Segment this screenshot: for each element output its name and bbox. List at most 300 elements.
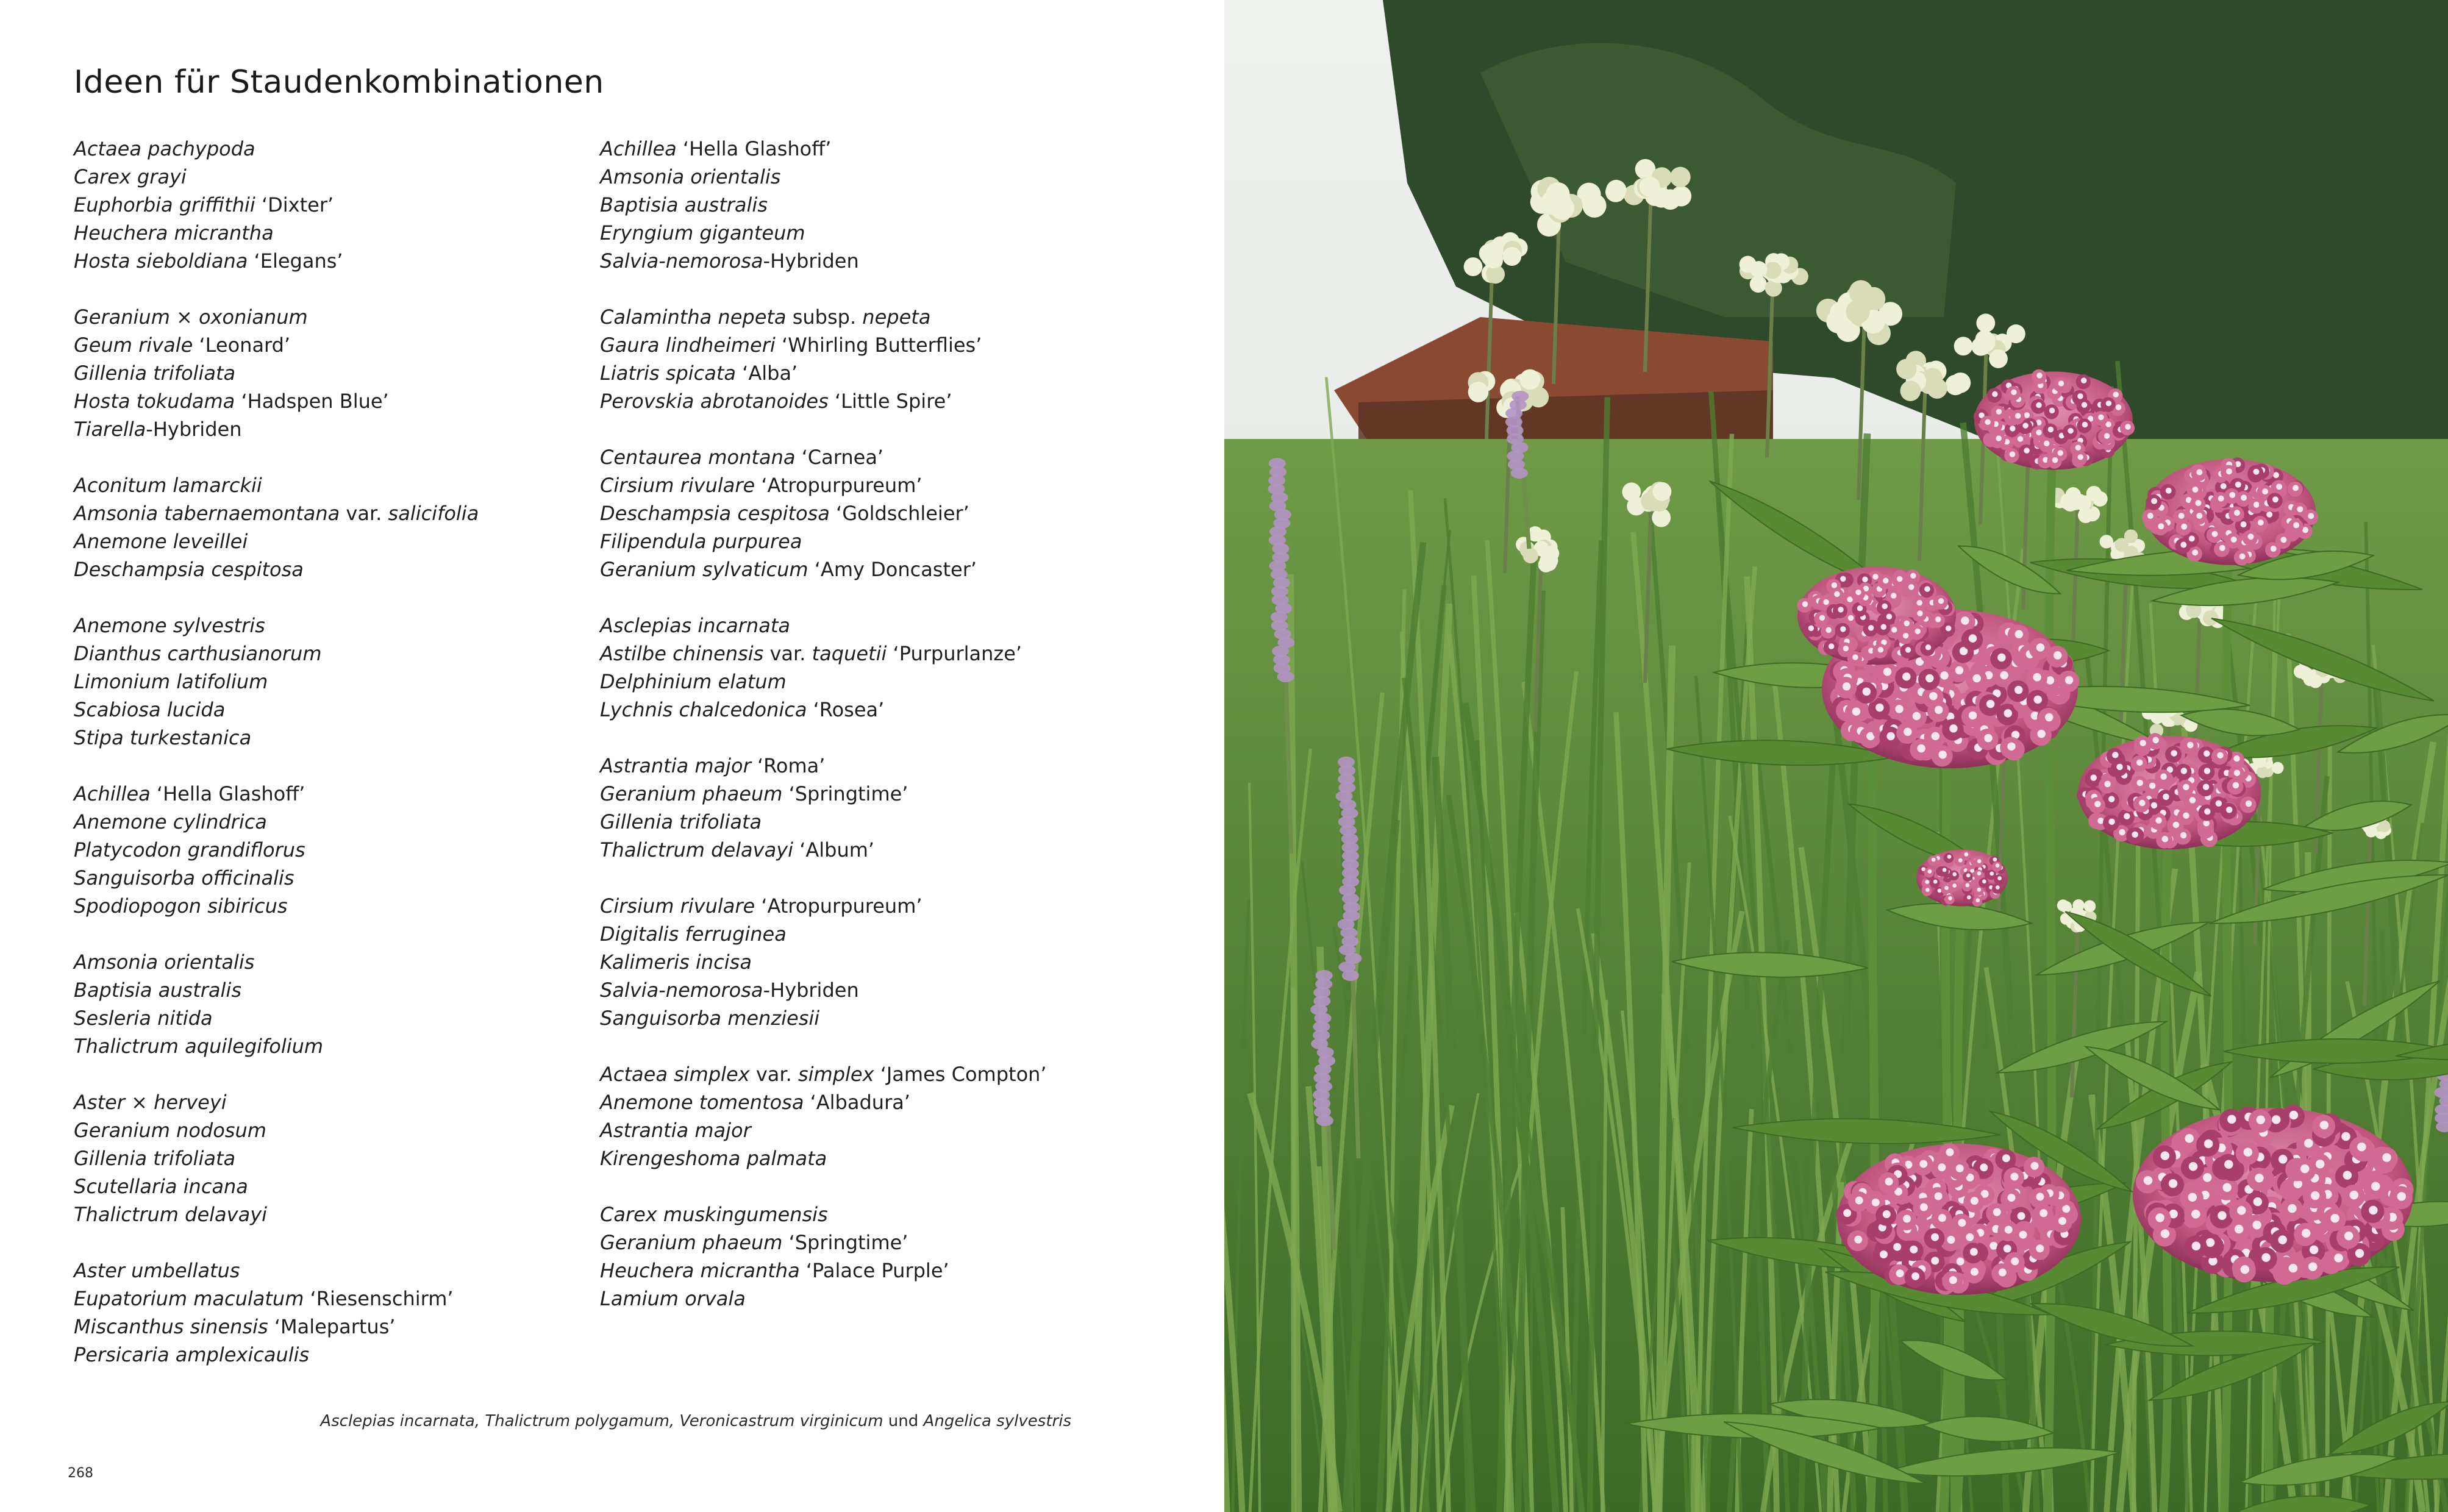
umbel-floret	[1606, 180, 1627, 201]
asclepias-floret-center	[1996, 409, 2002, 415]
asclepias-floret-center	[2161, 1151, 2170, 1160]
asclepias-floret-center	[2166, 488, 2172, 494]
asclepias-floret-center	[2094, 801, 2101, 807]
botanical-name: Anemone sylvestris	[74, 614, 265, 637]
asclepias-floret-center	[2276, 483, 2282, 490]
asclepias-floret-center	[2173, 822, 2180, 829]
plant-combination	[74, 1257, 592, 1369]
asclepias-floret-center	[2052, 457, 2058, 463]
botanical-name: Carex grayi	[74, 165, 187, 188]
asclepias-floret-center	[1883, 578, 1889, 584]
asclepias-floret-center	[1931, 1257, 1939, 1264]
asclepias-floret-center	[2195, 500, 2201, 506]
asclepias-floret-center	[1938, 1214, 1946, 1222]
umbel-floret	[1652, 482, 1671, 501]
plant-entry	[600, 948, 1185, 976]
umbel-floret	[1900, 380, 1921, 401]
umbel-floret	[1464, 257, 1483, 276]
plant-entry	[600, 752, 1185, 780]
asclepias-floret-center	[1823, 599, 1829, 605]
asclepias-floret-center	[2188, 1193, 2197, 1202]
asclepias-floret-center	[1848, 615, 1854, 621]
asclepias-floret-center	[1958, 858, 1963, 863]
asclepias-floret-center	[2183, 784, 2189, 791]
asclepias-floret-center	[2233, 782, 2239, 789]
cultivar-text: subsp.	[786, 305, 863, 329]
umbel-floret	[2203, 610, 2218, 626]
plant-entry	[600, 836, 1185, 864]
botanical-name: taquetii	[812, 642, 887, 665]
botanical-name: Amsonia orientalis	[600, 165, 781, 188]
asclepias-floret-center	[1852, 654, 1858, 660]
asclepias-floret-center	[2036, 430, 2042, 436]
botanical-name: Delphinium elatum	[600, 670, 787, 693]
asclepias-floret-center	[2204, 751, 2210, 757]
asclepias-floret-center	[1825, 627, 1832, 633]
plant-entry	[600, 499, 1185, 527]
asclepias-floret-center	[2031, 1162, 2039, 1170]
asclepias-floret-center	[1915, 629, 1921, 635]
plant-entry	[600, 1285, 1185, 1313]
asclepias-floret-center	[2171, 750, 2177, 757]
botanical-name: Tiarella	[74, 418, 146, 441]
asclepias-floret-center	[1969, 711, 1977, 720]
asclepias-floret-center	[2116, 764, 2123, 771]
asclepias-floret-center	[1855, 1196, 1863, 1204]
asclepias-floret-center	[2022, 423, 2029, 429]
umbel-floret	[1519, 369, 1540, 390]
photo-caption	[320, 1412, 1071, 1430]
asclepias-floret-center	[1947, 855, 1952, 859]
asclepias-floret-center	[2180, 542, 2186, 548]
asclepias-floret-center	[2204, 1139, 2213, 1149]
asclepias-floret-center	[2278, 1155, 2288, 1164]
milkweed-stem	[1944, 689, 1950, 1512]
asclepias-floret-center	[1932, 732, 1940, 741]
plant-combination	[74, 1088, 592, 1228]
asclepias-floret-center	[1896, 1269, 1904, 1277]
botanical-name: Amsonia tabernaemontana	[74, 502, 340, 525]
umbel-floret	[1977, 333, 1996, 352]
asclepias-floret-center	[1882, 604, 1888, 610]
asclepias-floret-center	[2010, 1172, 2018, 1180]
asclepias-floret-center	[2024, 412, 2030, 418]
asclepias-floret-center	[1868, 625, 1874, 631]
botanical-name: Sanguisorba officinalis	[74, 866, 294, 890]
plant-entry	[74, 555, 592, 583]
asclepias-floret-center	[2004, 1245, 2011, 1253]
botanical-name: Scutellaria incana	[74, 1175, 248, 1198]
umbel-floret	[2060, 901, 2072, 913]
asclepias-floret-center	[2019, 1231, 2027, 1239]
asclepias-floret-center	[2010, 451, 2016, 457]
asclepias-floret-center	[2293, 485, 2299, 491]
asclepias-floret-center	[2239, 554, 2246, 560]
plant-entry	[600, 920, 1185, 948]
asclepias-floret-center	[2371, 1182, 2380, 1191]
asclepias-floret-center	[2054, 651, 2062, 660]
asclepias-floret-center	[2151, 498, 2157, 504]
asclepias-floret-center	[2218, 496, 2224, 502]
botanical-name: Astilbe chinensis	[600, 642, 764, 665]
umbel-floret	[1671, 186, 1692, 207]
asclepias-floret-center	[1881, 624, 1887, 630]
botanical-name: Geranium nodosum	[74, 1119, 266, 1142]
asclepias-floret-center	[2082, 422, 2088, 428]
botanical-name: Dianthus carthusianorum	[74, 642, 322, 665]
asclepias-floret-center	[1911, 1272, 1919, 1280]
cultivar-text: ‘Riesenschirm’	[304, 1287, 454, 1310]
botanical-name: Sesleria nitida	[74, 1007, 213, 1030]
asclepias-floret-center	[1886, 732, 1895, 741]
plant-entry	[600, 1088, 1185, 1116]
asclepias-floret-center	[2261, 1253, 2271, 1262]
asclepias-floret-center	[2039, 1209, 2047, 1217]
asclepias-floret-center	[1910, 573, 1916, 579]
plant-entry	[74, 1200, 592, 1228]
umbel-floret	[2075, 496, 2091, 511]
cultivar-text: -Hybriden	[763, 249, 859, 273]
plant-entry	[600, 612, 1185, 640]
cultivar-text: ‘Elegans’	[248, 249, 343, 273]
asclepias-floret-center	[2241, 1265, 2250, 1274]
asclepias-floret-center	[1843, 646, 1849, 652]
asclepias-floret-center	[2036, 1244, 2044, 1252]
botanical-name: Baptisia australis	[74, 979, 241, 1002]
asclepias-floret-center	[2155, 1213, 2164, 1222]
botanical-name: Astrantia major	[600, 754, 751, 777]
asclepias-floret-center	[2271, 546, 2277, 552]
asclepias-floret-center	[2139, 800, 2146, 807]
cultivar-text: ‘Rosea’	[807, 698, 885, 721]
asclepias-floret-center	[1808, 626, 1815, 632]
plant-entry	[74, 780, 592, 808]
plant-entry	[74, 1285, 592, 1313]
asclepias-floret-center	[2002, 1154, 2010, 1162]
botanical-name: Limonium latifolium	[74, 670, 268, 693]
cultivar-text: var.	[340, 502, 388, 525]
asclepias-floret-center	[2033, 673, 2041, 682]
asclepias-floret-center	[1903, 633, 1909, 639]
asclepias-floret-center	[2011, 390, 2017, 396]
asclepias-floret-center	[2007, 743, 2016, 751]
plant-combination	[600, 135, 1185, 275]
asclepias-floret-center	[1910, 1246, 1918, 1253]
plant-entry	[74, 387, 592, 415]
asclepias-floret-center	[2106, 401, 2112, 407]
botanical-name: simplex	[798, 1063, 874, 1086]
asclepias-floret-center	[2218, 1211, 2227, 1221]
botanical-name: nepeta	[862, 305, 931, 329]
plant-entry	[600, 1116, 1185, 1144]
asclepias-floret-center	[2350, 1191, 2359, 1200]
umbel-floret	[2257, 766, 2269, 779]
asclepias-floret-center	[1952, 872, 1957, 877]
asclepias-floret-center	[1893, 1243, 1901, 1251]
asclepias-floret-center	[1982, 879, 1986, 883]
asclepias-floret-center	[2036, 373, 2043, 379]
botanical-name: Baptisia australis	[600, 193, 768, 216]
cultivar-text: var.	[749, 1063, 798, 1086]
asclepias-floret-center	[1855, 590, 1861, 596]
asclepias-floret-center	[1929, 692, 1938, 701]
asclepias-floret-center	[1986, 700, 1995, 708]
asclepias-floret-center	[1838, 607, 1844, 613]
asclepias-floret-center	[2262, 488, 2268, 494]
plant-entry	[74, 415, 592, 443]
plant-entry	[74, 191, 592, 219]
asclepias-floret-center	[2252, 1221, 2261, 1230]
asclepias-floret-center	[1993, 857, 1997, 861]
asclepias-floret-center	[1802, 601, 1808, 607]
botanical-name: Salvia-nemorosa	[600, 979, 763, 1002]
botanical-name: Deschampsia cespitosa	[600, 502, 830, 525]
plant-entry	[74, 668, 592, 696]
cultivar-text: ‘Whirling Butterflies’	[775, 333, 982, 357]
cultivar-text: ‘Roma’	[751, 754, 826, 777]
asclepias-floret-center	[1997, 876, 2002, 880]
cultivar-text: ‘Goldschleier’	[829, 502, 969, 525]
asclepias-floret-center	[1883, 668, 1892, 676]
asclepias-floret-center	[1997, 654, 2006, 662]
botanical-name: Geranium × oxonianum	[74, 305, 308, 329]
asclepias-floret-center	[2234, 769, 2241, 776]
asclepias-floret-center	[2119, 829, 2125, 836]
asclepias-floret-center	[2169, 1179, 2178, 1188]
asclepias-floret-center	[2253, 469, 2259, 475]
asclepias-floret-center	[1925, 674, 1934, 683]
cultivar-text: -Hybriden	[763, 979, 859, 1002]
botanical-name: Eupatorium maculatum	[74, 1287, 304, 1310]
asclepias-floret-center	[1935, 706, 1943, 715]
asclepias-floret-center	[2211, 531, 2218, 537]
asclepias-floret-center	[1902, 672, 1911, 681]
cultivar-text: ‘Atropurpureum’	[755, 894, 922, 918]
asclepias-floret-center	[2075, 444, 2082, 451]
asclepias-floret-center	[2044, 441, 2050, 447]
asclepias-floret-center	[2189, 797, 2196, 804]
asclepias-floret-center	[2304, 1139, 2313, 1148]
plant-entry	[600, 1228, 1185, 1257]
cultivar-text: ‘Malepartus’	[268, 1315, 396, 1338]
grass-blade	[1940, 643, 1942, 1512]
plant-entry	[74, 640, 592, 668]
botanical-name: Salvia-nemorosa	[600, 249, 763, 273]
asclepias-floret-center	[2203, 1173, 2212, 1182]
asclepias-floret-center	[2334, 1253, 2343, 1263]
asclepias-floret-center	[2004, 709, 2012, 718]
asclepias-floret-center	[1940, 671, 1949, 680]
plant-entry	[74, 331, 592, 359]
plant-entry	[600, 1060, 1185, 1088]
asclepias-floret-center	[2229, 492, 2235, 498]
asclepias-floret-center	[2231, 537, 2237, 543]
asclepias-floret-center	[1843, 682, 1851, 691]
plant-entry	[600, 443, 1185, 471]
botanical-name: Carex muskingumensis	[600, 1203, 828, 1226]
plant-combination	[600, 443, 1185, 583]
umbel-floret	[1546, 182, 1569, 206]
asclepias-floret-center	[2278, 1235, 2287, 1244]
asclepias-floret-center	[2015, 630, 2024, 638]
plant-entry	[74, 1032, 592, 1060]
asclepias-floret-center	[2397, 1192, 2407, 1201]
plant-entry	[600, 191, 1185, 219]
botanical-name: Asclepias incarnata, Thalictrum polygamum, Veronicastrum virginicum	[320, 1412, 883, 1430]
umbel-floret	[2378, 820, 2391, 832]
umbel-floret	[1523, 548, 1538, 563]
asclepias-floret-center	[1938, 751, 1947, 759]
botanical-name: Hosta sieboldiana	[74, 249, 248, 273]
asclepias-floret-center	[1903, 1215, 1911, 1223]
cultivar-text: ‘Leonard’	[193, 333, 291, 357]
umbel-floret	[1582, 194, 1606, 218]
asclepias-floret-center	[2185, 1134, 2194, 1143]
asclepias-floret-center	[1895, 705, 1904, 713]
asclepias-floret-center	[2139, 740, 2146, 746]
botanical-name: Actaea pachypoda	[74, 137, 255, 160]
botanical-name: Sanguisorba menziesii	[600, 1007, 820, 1030]
botanical-name: Miscanthus sinensis	[74, 1315, 268, 1338]
plant-entry	[74, 864, 592, 892]
asclepias-floret-center	[2289, 1111, 2299, 1120]
plant-entry	[600, 640, 1185, 668]
asclepias-floret-center	[1927, 869, 1932, 874]
asclepias-floret-center	[1872, 574, 1879, 580]
asclepias-floret-center	[2189, 535, 2195, 541]
asclepias-floret-center	[1919, 1160, 1927, 1168]
botanical-name: Platycodon grandiflorus	[74, 838, 305, 861]
asclepias-floret-center	[2382, 1153, 2391, 1162]
asclepias-floret-center	[2163, 794, 2169, 801]
asclepias-floret-center	[2082, 402, 2088, 408]
plant-entry	[74, 808, 592, 836]
asclepias-floret-center	[2196, 469, 2202, 476]
botanical-name: Kirengeshoma palmata	[600, 1147, 827, 1170]
asclepias-floret-center	[1996, 885, 2000, 890]
asclepias-floret-center	[1944, 886, 1949, 890]
cultivar-text: ‘Album’	[793, 838, 875, 861]
asclepias-floret-center	[2147, 513, 2154, 519]
asclepias-floret-center	[2235, 1225, 2244, 1234]
asclepias-floret-center	[1843, 1209, 1851, 1217]
asclepias-floret-center	[1857, 605, 1863, 612]
asclepias-floret-center	[2112, 752, 2119, 758]
botanical-name: Gaura lindheimeri	[600, 333, 776, 357]
asclepias-floret-center	[1932, 858, 1936, 862]
asclepias-floret-center	[2254, 1197, 2263, 1207]
asclepias-floret-center	[1832, 582, 1838, 588]
plant-combination	[74, 135, 592, 275]
asclepias-floret-center	[2330, 1214, 2339, 1223]
umbel-floret	[2308, 674, 2322, 688]
botanical-name: Cirsium rivulare	[600, 474, 755, 497]
plant-entry	[600, 303, 1185, 331]
asclepias-floret-center	[2149, 783, 2156, 790]
asclepias-floret-center	[2049, 408, 2055, 414]
spire-floret	[1316, 1115, 1333, 1126]
asclepias-floret-center	[1958, 1219, 1966, 1227]
plant-entry	[74, 836, 592, 864]
asclepias-floret-center	[2344, 1232, 2353, 1241]
asclepias-floret-center	[1819, 615, 1825, 621]
asclepias-floret-center	[1967, 895, 1971, 899]
asclepias-floret-center	[1992, 391, 1998, 398]
asclepias-floret-center	[1913, 712, 1921, 721]
plant-entry	[74, 499, 592, 527]
asclepias-floret-center	[1943, 868, 1947, 872]
asclepias-floret-center	[2160, 774, 2167, 780]
umbel-floret	[1502, 247, 1521, 266]
asclepias-floret-center	[1920, 1204, 1928, 1211]
umbel-floret	[1927, 378, 1947, 399]
asclepias-floret-center	[2226, 807, 2233, 813]
plant-entry	[600, 1144, 1185, 1172]
asclepias-floret-center	[2216, 801, 2222, 807]
botanical-name: Perovskia abrotanoides	[600, 390, 829, 413]
botanical-name: Achillea	[74, 782, 151, 805]
botanical-name: Anemone leveillei	[74, 530, 248, 553]
asclepias-floret-center	[1948, 896, 1952, 900]
botanical-name: Aconitum lamarckii	[74, 474, 262, 497]
asclepias-floret-center	[2219, 545, 2225, 551]
plant-entry	[600, 471, 1185, 499]
plant-combination	[600, 303, 1185, 415]
asclepias-floret-center	[2065, 676, 2074, 685]
umbel-floret	[1640, 176, 1660, 197]
plant-combination	[74, 303, 592, 443]
plant-entry	[74, 527, 592, 555]
botanical-name: Aster umbellatus	[74, 1259, 240, 1282]
cultivar-text: ‘Hella Glashoff’	[676, 137, 832, 160]
asclepias-floret-center	[2244, 1148, 2253, 1157]
asclepias-floret-center	[1952, 883, 1957, 888]
garden-photo	[1224, 0, 2448, 1512]
asclepias-floret-center	[1935, 1193, 1943, 1200]
spire-floret	[1277, 671, 1294, 682]
asclepias-floret-center	[2158, 523, 2164, 529]
plant-entry	[74, 1144, 592, 1172]
plant-entry	[600, 219, 1185, 247]
botanical-name: Geranium phaeum	[600, 1231, 783, 1254]
botanical-name: Anemone cylindrica	[74, 810, 267, 833]
asclepias-floret-center	[1905, 647, 1911, 653]
umbel-floret	[1896, 358, 1917, 379]
asclepias-floret-center	[2246, 801, 2252, 807]
asclepias-floret-center	[2162, 836, 2169, 843]
umbel-floret	[1468, 382, 1489, 402]
asclepias-floret-center	[1904, 621, 1910, 627]
asclepias-floret-center	[2203, 784, 2210, 791]
cultivar-text: var.	[763, 642, 812, 665]
cultivar-text: ‘Palace Purple’	[799, 1259, 949, 1282]
asclepias-floret-center	[1829, 643, 1835, 649]
asclepias-floret-center	[1957, 1257, 1964, 1265]
asclepias-floret-center	[1931, 1233, 1939, 1241]
asclepias-floret-center	[2300, 1164, 2310, 1174]
asclepias-floret-center	[2297, 506, 2303, 512]
asclepias-floret-center	[2310, 1246, 2319, 1255]
asclepias-floret-center	[1834, 591, 1840, 597]
cultivar-text: ‘Alba’	[736, 362, 798, 385]
asclepias-floret-center	[2289, 1264, 2298, 1273]
page-number: 268	[68, 1466, 93, 1481]
asclepias-floret-center	[2034, 696, 2043, 704]
plant-combination	[74, 948, 592, 1060]
cultivar-text: ‘Albadura’	[804, 1091, 910, 1114]
plant-entry	[74, 696, 592, 724]
botanical-name: Scabiosa lucida	[74, 698, 226, 721]
